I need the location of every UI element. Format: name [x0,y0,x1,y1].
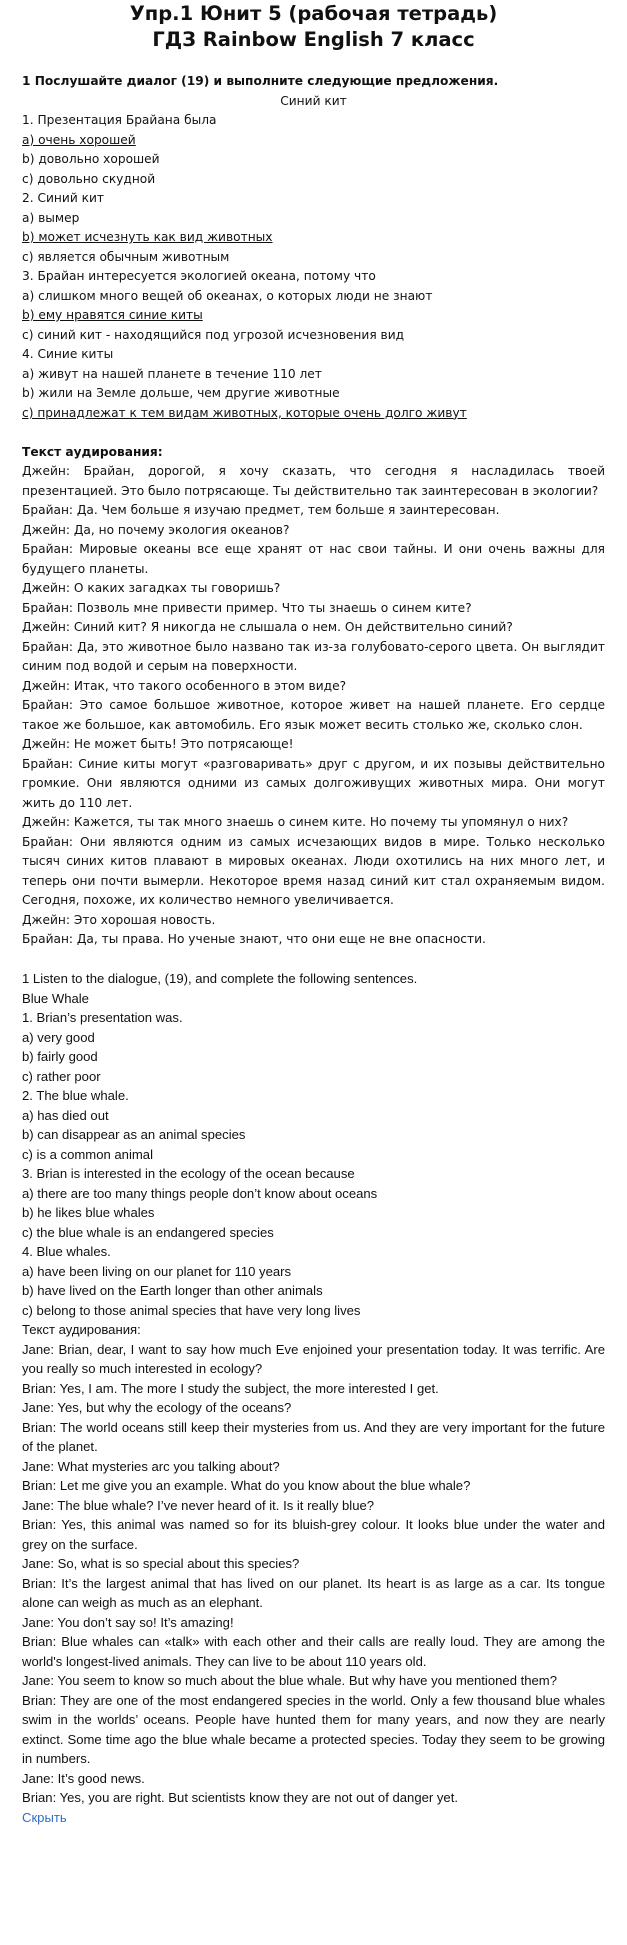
ru-dialogue-line: Джейн: Кажется, ты так много знаешь о синем ките. Но почему ты упомянул о них? [22,815,569,829]
en-dialogue-line: Jane: You don’t say so! It’s amazing! [22,1614,234,1630]
en-question-item: b) he likes blue whales [22,1205,155,1220]
en-dialogue [22,1340,605,1808]
ru-question-item: 4. Синие киты [22,347,114,361]
ru-question-item: а) слишком много вещей об океанах, о которых люди не знают [22,288,433,303]
hide-link[interactable]: Скрыть [22,1809,67,1825]
en-question-item: c) the blue whale is an endangered species [22,1224,274,1240]
content [22,72,605,1827]
ru-dialogue-line: Брайан: Это самое большое животное, которое живет на нашей планете. Его сердце такое же большое, как автомобиль. Его язык может весить столько же, сколько слон. [22,698,605,732]
ru-question-item: b) жили на Земле дольше, чем другие животные [22,386,340,400]
en-dialogue-line: Brian: Yes, this animal was named so for its bluish-grey colour. It looks blue under the water and grey on the surface. [22,1517,605,1552]
ru-question-item: c) довольно скудной [22,171,156,186]
en-question-item: 3. Brian is interested in the ecology of the ocean because [22,1166,355,1181]
ru-question-item: b) может исчезнуть как вид животных [22,230,273,244]
en-question-item: 4. Blue whales. [22,1244,111,1259]
en-dialogue-line: Jane: It’s good news. [22,1770,145,1786]
ru-audio-heading: Текст аудирования: [22,444,163,459]
ru-dialogue-line: Брайан: Да, это животное было названо так из-за голубовато-серого цвета. Он выглядит синим под водой и серым на поверхности. [22,639,605,673]
en-question-item: c) rather poor [22,1068,101,1084]
ru-question-item: а) живут на нашей планете в течение 110 лет [22,366,322,381]
en-question-item: a) very good [22,1029,95,1045]
en-question-item: b) can disappear as an animal species [22,1127,246,1142]
en-dialogue-line: Brian: Blue whales can «talk» with each other and their calls are really loud. They are among the world's longest-lived animals. They can live to be about 110 years old. [22,1634,605,1669]
en-subtitle: Blue Whale [22,990,89,1006]
en-question-item: b) fairly good [22,1049,98,1064]
ru-dialogue-line: Брайан: Да. Чем больше я изучаю предмет, тем больше я заинтересован. [22,503,500,517]
en-question-item: c) belong to those animal species that have very long lives [22,1302,361,1318]
ru-dialogue-line: Джейн: Итак, что такого особенного в этом виде? [22,678,347,693]
ru-subtitle: Синий кит [280,93,347,108]
ru-dialogue-line: Джейн: О каких загадках ты говоришь? [22,581,281,595]
en-dialogue-line: Jane: Yes, but why the ecology of the oceans? [22,1400,292,1415]
ru-dialogue-line: Джейн: Да, но почему экология океанов? [22,522,290,537]
ru-dialogue-line: Джейн: Не может быть! Это потрясающе! [22,737,294,751]
en-question-list [22,1008,605,1320]
en-question-item: b) have lived on the Earth longer than other animals [22,1283,323,1298]
en-question-item: a) have been living on our planet for 110 years [22,1263,292,1279]
ru-dialogue-line: Джейн: Это хорошая новость. [22,912,216,927]
en-dialogue-line: Jane: So, what is so special about this species? [22,1556,300,1571]
ru-question-item: b) ему нравятся синие киты [22,308,203,322]
ru-dialogue-line: Брайан: Позволь мне привести пример. Что ты знаешь о синем ките? [22,600,472,615]
en-dialogue-line: Jane: You seem to know so much about the blue whale. But why have you mentioned them? [22,1673,558,1688]
title-line-1: Упр.1 Юнит 5 (рабочая тетрадь) [129,2,498,25]
en-dialogue-line: Jane: The blue whale? I’ve never heard of it. Is it really blue? [22,1497,375,1513]
title-line-2: ГДЗ Rainbow English 7 класс [152,28,475,51]
en-question-item: c) is a common animal [22,1146,153,1162]
ru-dialogue [22,462,605,950]
ru-question-item: c) синий кит - находящийся под угрозой исчезновения вид [22,327,405,342]
ru-dialogue-line: Брайан: Мировые океаны все еще хранят от нас свои тайны. И они очень важны для будущего планеты. [22,542,605,576]
ru-question-item: b) довольно хорошей [22,152,160,166]
ru-question-item: c) является обычным животным [22,249,230,264]
en-question-item: 1. Brian’s presentation was. [22,1010,183,1025]
ru-task-heading: 1 Послушайте диалог (19) и выполните следующие предложения. [22,74,499,88]
en-dialogue-line: Brian: Yes, you are right. But scientists know they are not out of danger yet. [22,1790,458,1805]
ru-dialogue-line: Брайан: Да, ты права. Но ученые знают, что они еще не вне опасности. [22,932,486,946]
ru-dialogue-line: Джейн: Синий кит? Я никогда не слышала о нем. Он действительно синий? [22,620,513,634]
ru-question-item: 1. Презентация Брайана была [22,113,217,127]
page-title [0,1,627,53]
ru-dialogue-line: Брайан: Они являются одним из самых исчезающих видов в мире. Только несколько тысяч синих китов плавают в мировых океанах. Люди охотились на них много лет, и теперь они почти вымерли. Некоторое время назад синий кит стал охраняемым видом. Сегодня, похоже, их количество немного увеличивается. [22,834,605,907]
en-dialogue-line: Brian: It’s the largest animal that has lived on our planet. Its heart is as large as a car. Its tongue alone can weigh as much as an elephant. [22,1575,605,1610]
ru-question-item: а) очень хорошей [22,132,136,147]
en-audio-heading: Текст аудирования: [22,1322,141,1337]
en-dialogue-line: Brian: Let me give you an example. What do you know about the blue whale? [22,1478,471,1493]
en-dialogue-line: Jane: Brian, dear, I want to say how much Eve enjoined your presentation today. It was terrific. Are you really so much interested in ecology? [22,1341,605,1376]
ru-question-item: 2. Синий кит [22,191,104,205]
en-question-item: a) there are too many things people don’t know about oceans [22,1185,378,1201]
ru-question-item: 3. Брайан интересуется экологией океана, потому что [22,269,376,283]
ru-question-list [22,111,605,423]
ru-question-item: c) принадлежат к тем видам животных, которые очень долго живут [22,405,467,420]
en-dialogue-line: Brian: They are one of the most endangered species in the world. Only a few thousand blue whales swim in the worlds’ oceans. People have hunted them for many years, and now they are nearly extinct. Some time ago the blue whale became a protected species. Today they seem to be growing in numbers. [22,1692,605,1766]
en-question-item: 2. The blue whale. [22,1088,129,1103]
ru-dialogue-line: Брайан: Синие киты могут «разговаривать» друг с другом, и их позывы действительно громкие. Они являются одними из самых долгоживущих животных мира. Они могут жить до 110 лет. [22,756,605,810]
ru-question-item: а) вымер [22,210,80,225]
en-task-heading: 1 Listen to the dialogue, (19), and complete the following sentences. [22,971,418,986]
en-dialogue-line: Jane: What mysteries arc you talking about? [22,1458,280,1474]
ru-dialogue-line: Джейн: Брайан, дорогой, я хочу сказать, что сегодня я насладилась твоей презентацией. Это было потрясающе. Ты действительно так заинтересован в экологии? [22,464,605,498]
en-dialogue-line: Brian: Yes, I am. The more I study the subject, the more interested I get. [22,1380,439,1396]
en-question-item: a) has died out [22,1107,109,1123]
en-dialogue-line: Brian: The world oceans still keep their mysteries from us. And they are very important for the future of the planet. [22,1419,605,1454]
